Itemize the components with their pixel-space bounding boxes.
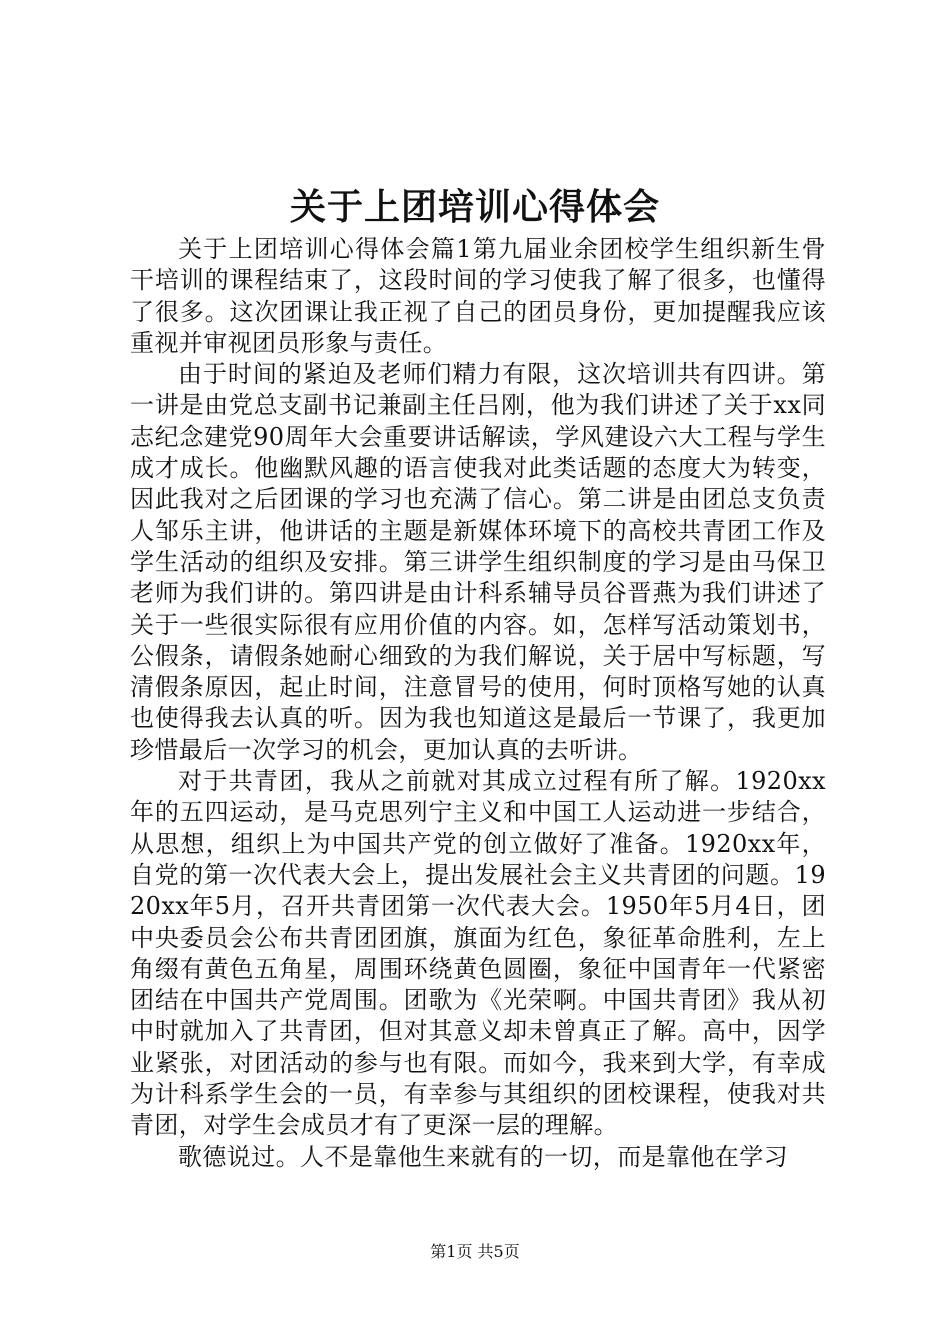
paragraph-2: 由于时间的紧迫及老师们精力有限，这次培训共有四讲。第一讲是由党总支副书记兼副主任吕刚，他为我们讲述了关于xx同志纪念建党90周年大会重要讲话解读，学风建设六大工程与学生成才成长。他幽默风趣的语言使我对此类话题的态度大为转变，因此我对之后团课的学习也充满了信心。第二讲是由团总支负责人邹乐主讲，他讲话的主题是新媒体环境下的高校共青团工作及学生活动的组织及安排。第三讲学生组织制度的学习是由马保卫老师为我们讲的。第四讲是由计科系辅导员谷晋燕为我们讲述了关于一些很实际很有应用价值的内容。如，怎样写活动策划书，公假条，请假条她耐心细致的为我们解说，关于居中写标题，写清假条原因，起止时间，注意冒号的使用，何时顶格写她的认真也使得我去认真的听。因为我也知道这是最后一节课了，我更加珍惜最后一次学习的机会，更加认真的去听讲。 [130, 360, 826, 764]
paragraph-4: 歌德说过。人不是靠他生来就有的一切，而是靠他在学习 [178, 1142, 788, 1171]
document-title: 关于上团培训心得体会 [289, 187, 660, 228]
paragraph-1: 关于上团培训心得体会篇1第九届业余团校学生组织新生骨干培训的课程结束了，这段时间的学习使我了解了很多，也懂得了很多。这次团课让我正视了自己的团员身份，更加提醒我应该重视并审视团员形象与责任。 [130, 235, 826, 357]
document-body [130, 234, 826, 1173]
paragraph-3: 对于共青团，我从之前就对其成立过程有所了解。1920xx年的五四运动，是马克思列宁主义和中国工人运动进一步结合，从思想，组织上为中国共产党的创立做好了准备。1920xx年，自党的第一次代表大会上，提出发展社会主义共青团的问题。1920xx年5月，召开共青团第一次代表大会。1950年5月4日，团中央委员会公布共青团团旗，旗面为红色，象征革命胜利，左上角缀有黄色五角星，周围环绕黄色圆圈，象征中国青年一代紧密团结在中国共产党周围。团歌为《光荣啊。中国共青团》我从初中时就加入了共青团，但对其意义却未曾真正了解。高中，因学业紧张，对团活动的参与也有限。而如今，我来到大学，有幸成为计科系学生会的一员，有幸参与其组织的团校课程，使我对共青团，对学生会成员才有了更深一层的理解。 [130, 767, 826, 1140]
page-footer: 第1页 共5页 [430, 1242, 520, 1261]
